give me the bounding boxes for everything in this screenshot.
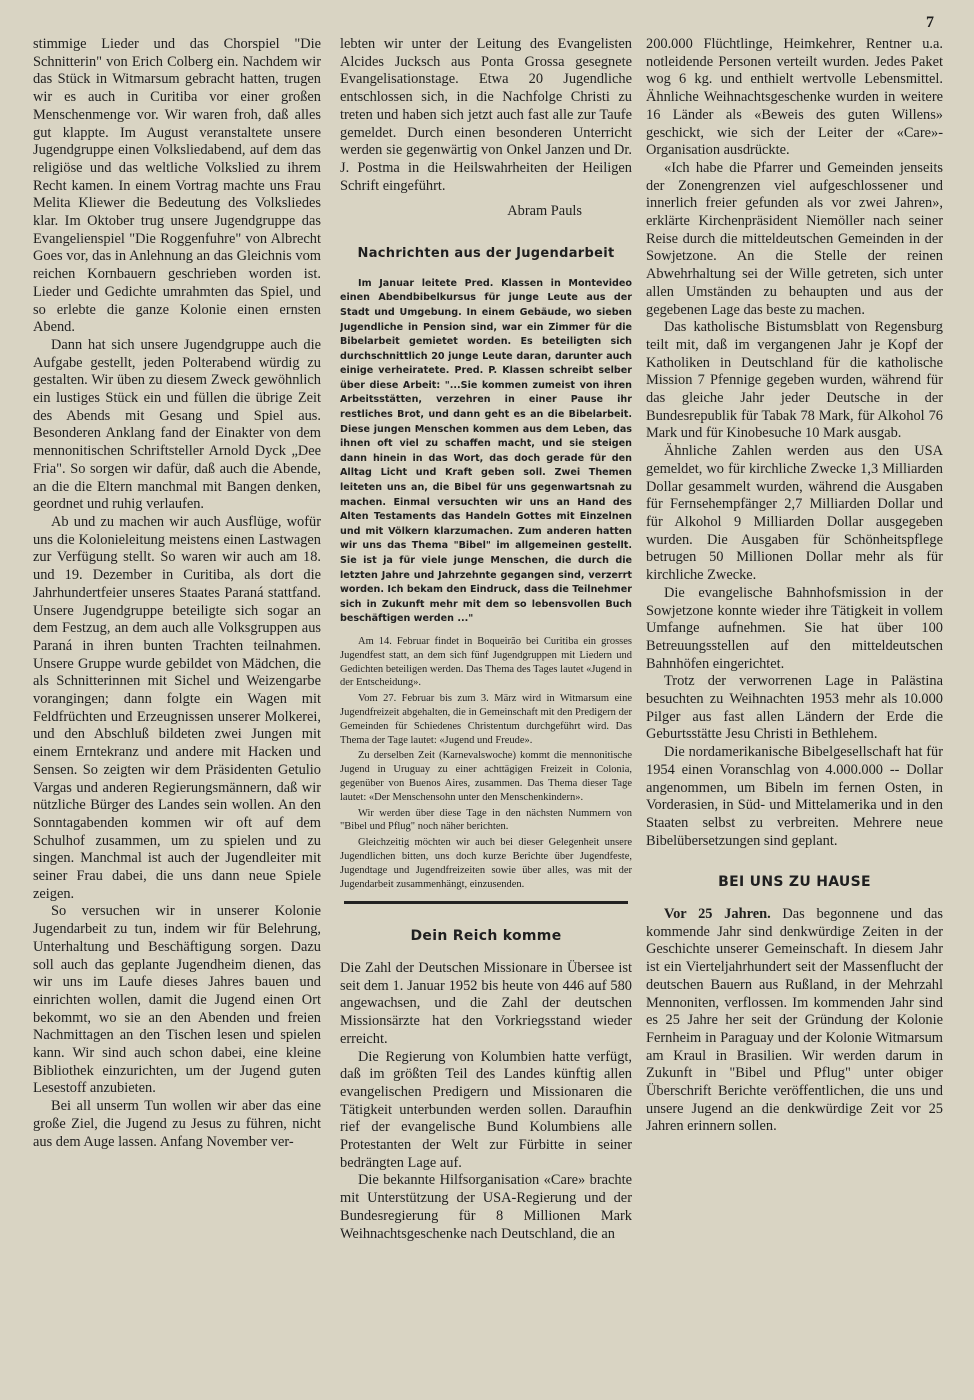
column-1	[33, 36, 321, 1380]
news-small-paragraph-1: Am 14. Februar findet in Boqueirão bei Curitiba ein grosses Jugendfest statt, an dem sich fünf Jugendgruppen mit Liedern und Gedichten beteiligen werden. Das Thema des Tages lautet «Jugend in der Entscheidung».	[340, 635, 632, 689]
news-small-paragraph-2: Vom 27. Februar bis zum 3. März wird in Witmarsum eine Jugendfreizeit abgehalten, die in Gemeinschaft mit den Predigern der Gemeinden für Schiedenes Christentum durchgeführt wird. Das Thema der Tage lautet: «Jugend und Freude».	[340, 693, 632, 746]
home-section-heading: BEI UNS ZU HAUSE	[718, 874, 871, 891]
col1-paragraph-4: So versuchen wir in unserer Kolonie Jugendarbeit zu tun, indem wir für Belehrung, Unterhaltung und Beschäftigung sorgen. Dazu soll auch das geplante Jugendheim dienen, das wir uns im Laufe dieses Jahres bauen und einrichten wollen, damit die Jugend einen Ort bekommt, wo sie an den Abenden und freien Nachmittagen an den Tischen lesen und spielen kann. Wir sind auch schon dabei, eine kleine Bibliothek einzurichten, um der Jugend guten Lesestoff anzubieten.	[33, 903, 321, 1097]
col3-paragraph-5: Die evangelische Bahnhofsmission in der Sowjetzone konnte wieder ihre Tätigkeit in vollem Umfange aufnehmen. Sie hat über 100 Betreuungsstellen auf den mitteldeutschen Bahnhöfen eingerichtet.	[646, 584, 943, 672]
news-small-paragraph-3: Zu derselben Zeit (Karnevalswoche) kommt die mennonitische Jugend in Uruguay zu einer achttägigen Freizeit in Colonia, gegenüber von Buenos Aires, zusammen. Das Thema dieser Tage lautet: «Der Menschensohn unter den Menschenkindern».	[340, 750, 632, 803]
col3-paragraph-2: «Ich habe die Pfarrer und Gemeinden jenseits der Zonengrenzen viel aufgeschlossener und innerlich freier gefunden als vor zwei Jahren», erklärte Kirchenpräsident Niemöller nach seiner Reise durch die mitteldeutschen Gemeinden in der Sowjetzone. An die Stelle der reinen Abwehrhaltung sei der Wille getreten, sich unter allen Umständen zu behaupten und aus der gegebenen Lage das beste zu machen.	[646, 159, 943, 318]
home-runin-title: Vor 25 Jahren.	[664, 906, 771, 923]
col1-paragraph-5: Bei all unserm Tun wollen wir aber das eine große Ziel, die Jugend zu Jesus zu führen, nicht aus dem Auge lassen. Anfang November ver-	[33, 1098, 321, 1150]
news-small-block	[340, 635, 632, 891]
author-signature: Abram Pauls	[507, 203, 582, 220]
column-2	[340, 36, 632, 1380]
col3-paragraph-7: Die nordamerikanische Bibelgesellschaft hat für 1954 einen Voranschlag von 4.000.000 -- Dollar angenommen, um Bibeln im fernen Osten, in Vorderasien, in Süd- und Mittelamerika und in den Staaten selbst zu verbreiten. Mehrere neue Bibelübersetzungen sind geplant.	[646, 744, 943, 849]
news-bold-paragraph: Im Januar leitete Pred. Klassen in Montevideo einen Abendbibelkursus für junge Leute aus der Stadt und Umgebung. In einem Gebäude, wo sieben Jugendliche in Pension sind, war ein Zimmer für die Bibelarbeit gemietet worden. Es beteiligten sich durchschnittlich 20 junge Leute daran, darunter auch einige verheiratete. Pred. P. Klassen schreibt selber über diese Arbeit: "...Sie kommen zumeist von ihren Arbeitsstätten, verzehren in einer Pause ihr restliches Brot, und dann geht es an die Bibelarbeit. Diese jungen Menschen kommen aus dem Leben, das ihnen oft viel zu schaffen macht, und sie steigen dann hinein in das Wort, das doch gerade für den Alltag Licht und Kraft geben soll. Zwei Themen leiteten uns an, die Bibel für uns gegenwartsnah zu machen. Einmal versuchten wir uns an Hand des Alten Testaments das Handeln Gottes mit Einzelnen und mit Völkern klarzumachen. Zum anderen hatten wir uns das Thema "Bibel" im allgemeinen gestellt. Sie ist ja für viele junge Menschen, die durch die letzten Jahre und Jahrzehnte gegangen sind, verzerrt worden. Ich bekam den Eindruck, dass die Teilnehmer sich in Zukunft mehr mit dem so lebensvollen Buch beschäftigen werden ..."	[340, 277, 632, 625]
col1-paragraph-1: stimmige Lieder und das Chorspiel "Die Schnitterin" von Erich Colberg ein. Nachdem wir das Stück in Witmarsum gebracht hatten, trugen wir es auch in Curitiba vor einer großen Menschenmenge vor. Wir waren froh, daß alles gut klappte. Im August veranstaltete unsere Jugendgruppe einen Volksliedabend, auf dem das religiöse und das weltliche Volkslied zu ihrem Recht kamen. In einem Vortrag machte uns Frau Melita Kliewer die Bedeutung des Volksliedes klar. Im Oktober trug unsere Jugendgruppe das Evangelienspiel "Die Roggenfuhre" von Albrecht Goes vor, das in Anlehnung an das Gleichnis vom reichen Kornbauern geschrieben worden ist. Lieder und Gedichte umrahmten das Spiel, und so erlebte die ganze Kolonie einen ernsten Abend.	[33, 36, 321, 336]
page-number: 7	[926, 14, 934, 31]
col1-paragraph-2: Dann hat sich unsere Jugendgruppe auch die Aufgabe gestellt, jeden Polterabend würdig zu gestalten. Wir üben zu diesem Zweck gewöhnlich ein lustiges Stück ein und füllen die übrige Zeit des Abends mit Gesang und Spiel aus. Besonderen Anklang fand der Einakter von dem mennonitischen Schriftsteller Arnold Dyck „Dee Fria". So sorgen wir dafür, daß auch die Abende, an die die Eltern manchmal mit Bangen denken, geordnet und ruhig verlaufen.	[33, 336, 321, 513]
news-small-paragraph-5: Gleichzeitig möchten wir auch bei dieser Gelegenheit unsere Jugendlichen bitten, uns doch kurze Berichte über Jugendfeste, Jugendtage und Jugendfreizeiten sowie über alles, was mit der Jugendarbeit zusammenhängt, einzusenden.	[340, 837, 632, 890]
reich-paragraph-1: Die Zahl der Deutschen Missionare in Übersee ist seit dem 1. Januar 1952 bis heute von 446 auf 580 angewachsen, und die Zahl der deutschen Missionsärzte hat den Vorkriegsstand wieder erreicht.	[340, 960, 632, 1047]
home-paragraph	[646, 906, 943, 1136]
column-3	[646, 36, 943, 1380]
news-small-paragraph-4: Wir werden über diese Tage in den nächsten Nummern von "Bibel und Pflug" noch näher berichten.	[340, 807, 632, 833]
col1-paragraph-3: Ab und zu machen wir auch Ausflüge, wofür uns die Kolonieleitung meistens einen Lastwagen zur Verfügung stellt. So waren wir auch am 18. und 19. Dezember in Curitiba, als dort die Jahrhundertfeier unseres Staates Paraná stattfand. Unsere Jugendgruppe beteiligte sich sogar an dem Festzug, an dem auch alle Volksgruppen aus Paraná in ihren bunten Trachten teilnahmen. Unsere Gruppe wurde gebildet von Mädchen, die als Schnitterinnen mit Sichel und Weizengarbe vorangingen; dann folgte ein Wagen mit Feldfrüchten und Erzeugnissen unserer Molkerei, und den Abschluß bildeten zwei Jungen mit einem Erntekranz und andere mit Hacken und Sensen. So zeigten wir dem Präsidenten Getulio Vargas und anderen Regierungsmännern, daß wir nützliche Bürger des Landes sein wollen. An den Sonntagabenden kommen wir oft auf dem Schulhof zusammen, um zu spielen und zu singen. Manchmal ist auch der Jugendleiter mit seiner Frau dabei, die uns dann neue Spiele zeigen.	[33, 513, 321, 902]
news-section-heading: Nachrichten aus der Jugendarbeit	[357, 246, 615, 262]
section-divider	[344, 901, 628, 904]
reich-paragraph-3: Die bekannte Hilfsorganisation «Care» brachte mit Unterstützung der USA-Regierung und der Bundesregierung für 8 Millionen Mark Weihnachtsgeschenke nach Deutschland, die an	[340, 1172, 632, 1242]
reich-section-heading: Dein Reich komme	[410, 928, 562, 945]
col3-paragraph-3: Das katholische Bistumsblatt von Regensburg teilt mit, daß im vergangenen Jahr je Kopf der Katholiken in Deutschland für die katholische Mission 7 Pfennige gegeben wurden, während für das gleiche Jahr jeder Deutsche in der Bundesrepublik für Tabak 78 Mark, für Alkohol 76 Mark und für Kinobesuche 10 Mark ausgab.	[646, 319, 943, 442]
col2-intro-paragraph: lebten wir unter der Leitung des Evangelisten Alcides Jucksch aus Ponta Grossa gesegnete Evangelisationstage. Etwa 20 Jugendliche entschlossen sich, in die Nachfolge Christi zu treten und haben sich jetzt auch fast alle zur Taufe gemeldet. Durch einen besonderen Unterricht werden sie gegenwärtig von Onkel Janzen und Dr. J. Postma in die Heilswahrheiten der Heiligen Schrift eingeführt.	[340, 36, 632, 194]
reich-paragraph-2: Die Regierung von Kolumbien hatte verfügt, daß im größten Teil des Landes künftig allen evangelischen Predigern und Missionaren die Tätigkeit unterbunden werden sollen. Daraufhin rief der evangelische Bund Kolumbiens alle Protestanten der Welt zur Fürbitte in seiner bedrängten Lage auf.	[340, 1048, 632, 1171]
home-paragraph-text: Das begonnene und das kommende Jahr sind denkwürdige Zeiten in der Geschichte unserer Gemeinschaft. In diesem Jahr ist ein Vierteljahrhundert seit der Massenflucht der deutschen Bauern aus Rußland, in der Mehrzahl Mennoniten, verflossen. Im kommenden Jahr sind es 25 Jahre her seit der Gründung der Kolonie Fernheim in Paraguay und der Kolonie Witmarsum am Kraul in Brasilien. Wir werden darum in Zukunft in "Bibel und Pflug" unter obiger Überschrift Berichte veröffentlichen, die uns und unsere Jugend an die denkwürdige Zeit vor 25 Jahren erinnern sollen.	[646, 906, 943, 1135]
col3-paragraph-6: Trotz der verworrenen Lage in Palästina besuchten zu Weihnachten 1953 mehr als 10.000 Pilger aus fast allen Ländern der Erde die Geburtsstätte Jesu Christi in Bethlehem.	[646, 673, 943, 743]
col3-paragraph-4: Ähnliche Zahlen werden aus den USA gemeldet, wo für kirchliche Zwecke 1,3 Milliarden Dollar gesammelt wurden, während die Ausgaben für Fernsehempfänger 2,7 Milliarden Dollar und für Alkohol 9 Milliarden Dollar ausgegeben wurden. Die Ausgaben für Schönheitspflege betrugen 50 Millionen Dollar mehr als für kirchliche Zwecke.	[646, 443, 943, 584]
col3-paragraph-1: 200.000 Flüchtlinge, Heimkehrer, Rentner u.a. notleidende Personen verteilt wurden. Jedes Paket wog 6 kg. und enthielt wertvolle Lebensmittel. Ähnliche Weihnachtsgeschenke wurden in weitere 16 Länder als «Beweis des guten Willens» geschickt, wie sich der Leiter der «Care»-Organisation ausdrückte.	[646, 36, 943, 159]
news-bold-block	[340, 277, 632, 627]
